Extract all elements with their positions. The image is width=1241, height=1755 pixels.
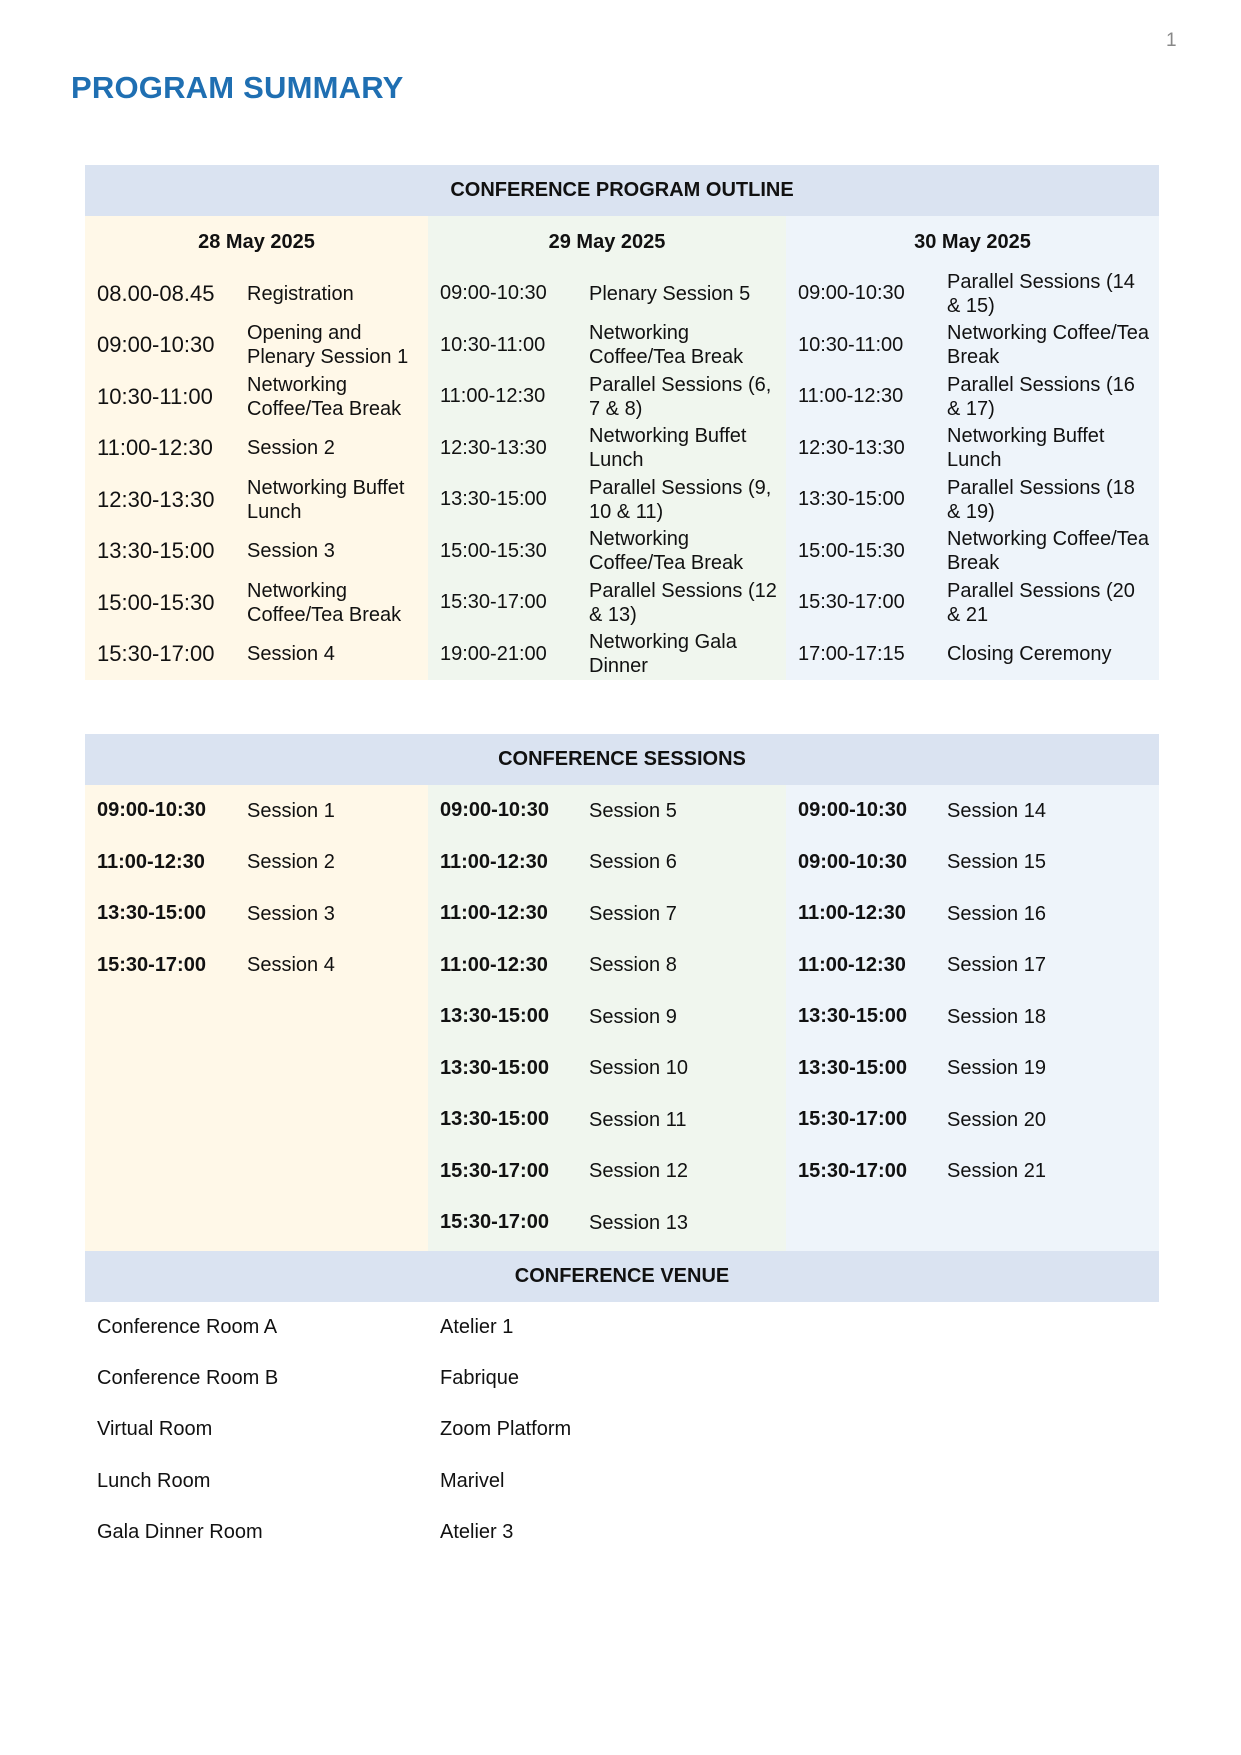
- session-cell: Session 9: [589, 1005, 677, 1028]
- event-cell: Registration: [247, 282, 354, 305]
- time-cell: 13:30-15:00: [798, 1005, 907, 1028]
- day-date: 28 May 2025: [198, 230, 315, 253]
- session-cell: Session 6: [589, 851, 677, 874]
- schedule-row: [428, 474, 786, 526]
- time-cell: 10:30-11:00: [798, 333, 904, 356]
- schedule-row: [85, 371, 428, 423]
- room-name: Virtual Room: [97, 1418, 213, 1440]
- outline-day-2: [428, 216, 786, 680]
- time-cell: 15:30-17:00: [97, 641, 215, 667]
- room-name: Lunch Room: [97, 1470, 211, 1492]
- event-cell: Closing Ceremony: [947, 643, 1112, 666]
- session-row: [85, 785, 428, 837]
- session-row: [428, 1197, 786, 1249]
- session-cell: Session 19: [947, 1057, 1046, 1080]
- time-cell: 13:30-15:00: [798, 488, 905, 511]
- session-row: [786, 888, 1159, 940]
- room-name: Conference Room B: [97, 1367, 279, 1389]
- venue-row: [85, 1404, 1159, 1455]
- time-cell: 12:30-13:30: [440, 436, 547, 459]
- event-cell: Parallel Sessions (20 & 21: [947, 579, 1135, 626]
- session-cell: Session 13: [589, 1211, 688, 1234]
- room-location: Zoom Platform: [440, 1418, 572, 1440]
- schedule-row: [85, 526, 428, 578]
- time-cell: 13:30-15:00: [440, 1005, 549, 1028]
- session-cell: Session 8: [589, 954, 677, 977]
- event-cell: Parallel Sessions (6, 7 & 8): [589, 373, 772, 420]
- time-cell: 09:00-10:30: [440, 799, 549, 822]
- session-row: [428, 837, 786, 889]
- session-cell: Session 18: [947, 1005, 1046, 1028]
- schedule-row: [85, 577, 428, 629]
- venue-row: [85, 1507, 1159, 1558]
- room-location: Atelier 3: [440, 1521, 514, 1543]
- schedule-row: [786, 371, 1159, 423]
- room-location: Marivel: [440, 1470, 505, 1492]
- time-cell: 15:30-17:00: [440, 1211, 549, 1234]
- sessions-heading: CONFERENCE SESSIONS: [85, 734, 1159, 785]
- time-cell: 13:30-15:00: [798, 1056, 907, 1079]
- event-cell: Session 3: [247, 540, 335, 563]
- event-cell: Parallel Sessions (9, 10 & 11): [589, 476, 772, 523]
- session-cell: Session 16: [947, 902, 1046, 925]
- time-cell: 08.00-08.45: [97, 280, 215, 306]
- session-cell: Session 12: [589, 1160, 688, 1183]
- time-cell: 13:30-15:00: [440, 1108, 549, 1131]
- schedule-row: [428, 423, 786, 475]
- time-cell: 13:30-15:00: [440, 488, 547, 511]
- room-name: Gala Dinner Room: [97, 1521, 263, 1543]
- time-cell: 13:30-15:00: [97, 538, 215, 564]
- session-row: [428, 1043, 786, 1095]
- session-row: [85, 837, 428, 889]
- event-cell: Networking Buffet Lunch: [589, 425, 747, 472]
- outline-heading: CONFERENCE PROGRAM OUTLINE: [85, 165, 1159, 216]
- event-cell: Parallel Sessions (16 & 17): [947, 373, 1135, 420]
- room-name: Conference Room A: [97, 1316, 278, 1338]
- venue-row: [85, 1302, 1159, 1353]
- event-cell: Parallel Sessions (12 & 13): [589, 579, 777, 626]
- outline-day-1: [85, 216, 428, 680]
- time-cell: 15:00-15:30: [97, 589, 215, 615]
- time-cell: 13:30-15:00: [97, 902, 206, 925]
- time-cell: 12:30-13:30: [97, 486, 215, 512]
- page-number: 1: [1166, 30, 1177, 51]
- session-cell: Session 7: [589, 902, 677, 925]
- time-cell: 11:00-12:30: [97, 850, 205, 873]
- session-cell: Session 11: [589, 1108, 687, 1131]
- event-cell: Parallel Sessions (18 & 19): [947, 476, 1135, 523]
- schedule-row: [428, 577, 786, 629]
- time-cell: 15:00-15:30: [798, 539, 905, 562]
- session-row: [786, 1094, 1159, 1146]
- sessions-day-3: [786, 785, 1159, 1251]
- schedule-row: [786, 474, 1159, 526]
- time-cell: 15:30-17:00: [798, 1108, 907, 1131]
- schedule-row: [428, 268, 786, 320]
- session-row: [85, 888, 428, 940]
- room-location: Atelier 1: [440, 1316, 514, 1338]
- time-cell: 09:00-10:30: [97, 332, 215, 358]
- session-cell: Session 14: [947, 799, 1046, 822]
- session-row: [786, 940, 1159, 992]
- time-cell: 19:00-21:00: [440, 642, 547, 665]
- page-title: PROGRAM SUMMARY: [71, 70, 404, 105]
- event-cell: Networking Coffee/Tea Break: [247, 373, 402, 420]
- session-cell: Session 10: [589, 1057, 688, 1080]
- session-cell: Session 21: [947, 1160, 1046, 1183]
- session-row: [428, 1146, 786, 1198]
- session-cell: Session 5: [589, 799, 677, 822]
- event-cell: Networking Coffee/Tea Break: [947, 528, 1149, 575]
- session-cell: Session 1: [247, 799, 335, 822]
- time-cell: 09:00-10:30: [440, 282, 547, 305]
- time-cell: 15:00-15:30: [440, 539, 547, 562]
- schedule-row: [428, 320, 786, 372]
- time-cell: 15:30-17:00: [440, 1159, 549, 1182]
- event-cell: Networking Coffee/Tea Break: [247, 579, 402, 626]
- time-cell: 11:00-12:30: [440, 850, 548, 873]
- event-cell: Session 4: [247, 643, 335, 666]
- time-cell: 10:30-11:00: [440, 333, 546, 356]
- event-cell: Plenary Session 5: [589, 282, 751, 305]
- schedule-row: [428, 629, 786, 681]
- event-cell: Networking Buffet Lunch: [947, 425, 1105, 472]
- session-cell: Session 3: [247, 902, 335, 925]
- event-cell: Opening and Plenary Session 1: [247, 322, 409, 369]
- time-cell: 12:30-13:30: [798, 436, 905, 459]
- event-cell: Parallel Sessions (14 & 15): [947, 270, 1135, 317]
- time-cell: 15:30-17:00: [440, 591, 547, 614]
- event-cell: Networking Coffee/Tea Break: [589, 322, 744, 369]
- venue-row: [85, 1353, 1159, 1404]
- session-row: [786, 991, 1159, 1043]
- time-cell: 10:30-11:00: [97, 383, 213, 409]
- session-cell: Session 4: [247, 954, 335, 977]
- time-cell: 09:00-10:30: [798, 282, 905, 305]
- time-cell: 11:00-12:30: [97, 435, 213, 461]
- venue-row: [85, 1456, 1159, 1507]
- time-cell: 11:00-12:30: [440, 902, 548, 925]
- schedule-row: [85, 268, 428, 320]
- session-cell: Session 15: [947, 851, 1046, 874]
- time-cell: 15:30-17:00: [97, 953, 206, 976]
- schedule-row: [786, 629, 1159, 681]
- time-cell: 09:00-10:30: [798, 850, 907, 873]
- session-row: [786, 785, 1159, 837]
- session-row: [428, 991, 786, 1043]
- time-cell: 09:00-10:30: [97, 799, 206, 822]
- day-date: 29 May 2025: [548, 230, 666, 253]
- session-row: [428, 1094, 786, 1146]
- schedule-row: [428, 371, 786, 423]
- schedule-row: [786, 577, 1159, 629]
- sessions-day-2: [428, 785, 786, 1251]
- schedule-row: [85, 474, 428, 526]
- session-row: [85, 940, 428, 992]
- time-cell: 11:00-12:30: [798, 902, 906, 925]
- event-cell: Networking Coffee/Tea Break: [589, 528, 744, 575]
- time-cell: 09:00-10:30: [798, 799, 907, 822]
- time-cell: 11:00-12:30: [440, 953, 548, 976]
- time-cell: 15:30-17:00: [798, 1159, 907, 1182]
- event-cell: Networking Coffee/Tea Break: [947, 322, 1149, 369]
- session-row: [428, 940, 786, 992]
- session-row: [786, 1043, 1159, 1095]
- schedule-row: [786, 268, 1159, 320]
- room-location: Fabrique: [440, 1367, 519, 1389]
- session-cell: Session 20: [947, 1108, 1046, 1131]
- schedule-row: [786, 526, 1159, 578]
- session-cell: Session 17: [947, 954, 1046, 977]
- time-cell: 13:30-15:00: [440, 1056, 549, 1079]
- schedule-row: [428, 526, 786, 578]
- event-cell: Networking Buffet Lunch: [247, 476, 405, 523]
- time-cell: 17:00-17:15: [798, 642, 905, 665]
- schedule-row: [85, 629, 428, 681]
- session-row: [428, 888, 786, 940]
- time-cell: 11:00-12:30: [798, 953, 906, 976]
- schedule-row: [85, 320, 428, 372]
- sessions-day-1: [85, 785, 428, 1251]
- session-row: [786, 837, 1159, 889]
- schedule-row: [786, 423, 1159, 475]
- time-cell: 11:00-12:30: [798, 385, 904, 408]
- event-cell: Networking Gala Dinner: [589, 631, 737, 678]
- session-row: [428, 785, 786, 837]
- event-cell: Session 2: [247, 437, 335, 460]
- time-cell: 15:30-17:00: [798, 591, 905, 614]
- schedule-row: [85, 423, 428, 475]
- session-row: [786, 1146, 1159, 1198]
- session-cell: Session 2: [247, 851, 335, 874]
- day-date: 30 May 2025: [914, 230, 1031, 253]
- schedule-row: [786, 320, 1159, 372]
- outline-day-3: [786, 216, 1159, 680]
- venue-heading: CONFERENCE VENUE: [85, 1251, 1159, 1302]
- time-cell: 11:00-12:30: [440, 385, 546, 408]
